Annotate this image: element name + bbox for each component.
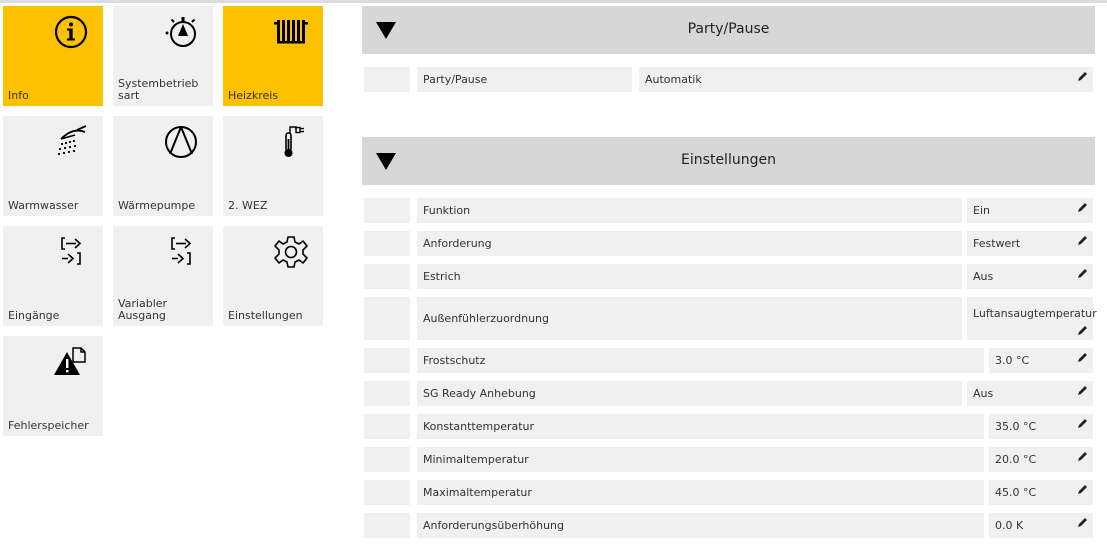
setting-row-sg-ready-anhebung <box>364 381 1093 406</box>
tile-fehlerspeicher[interactable] <box>3 336 103 436</box>
timer-icon <box>163 14 199 50</box>
tile-label: 2. WEZ <box>228 199 268 212</box>
row-value: Automatik <box>645 73 702 86</box>
setting-row-anforderungsueberhoehung <box>364 513 1093 538</box>
row-spacer <box>364 447 410 472</box>
edit-pencil-icon[interactable] <box>1077 202 1088 213</box>
row-value: Ein <box>973 204 990 217</box>
tile-warmwasser[interactable] <box>3 116 103 216</box>
row-value-field[interactable] <box>967 297 1097 340</box>
row-spacer <box>364 513 410 538</box>
section-header-einstellungen[interactable] <box>362 137 1095 185</box>
shower-icon <box>53 124 89 160</box>
row-label: Funktion <box>417 198 962 223</box>
setting-row-maximaltemperatur <box>364 480 1093 505</box>
setting-row-estrich <box>364 264 1093 289</box>
row-label: Konstanttemperatur <box>417 414 984 439</box>
row-spacer <box>364 231 410 256</box>
row-spacer <box>364 381 410 406</box>
tile-label: Variabler Ausgang <box>118 297 168 322</box>
row-value: Festwert <box>973 237 1021 250</box>
row-value: 45.0 °C <box>995 486 1037 499</box>
tile-label: Warmwasser <box>8 199 79 212</box>
edit-pencil-icon[interactable] <box>1077 235 1088 246</box>
tile-waermepumpe[interactable] <box>113 116 213 216</box>
row-spacer <box>364 414 410 439</box>
warning-document-icon <box>53 344 89 380</box>
tile-variabler-ausgang[interactable] <box>113 226 213 326</box>
row-value-field[interactable] <box>989 414 1093 439</box>
tile-label: Einstellungen <box>228 309 303 322</box>
row-value: 0.0 K <box>995 519 1024 532</box>
gear-icon <box>273 234 309 270</box>
row-value-field[interactable] <box>967 381 1093 406</box>
tile-heizkreis[interactable] <box>223 6 323 106</box>
row-value-field[interactable] <box>967 198 1093 223</box>
setting-row-party-pause <box>364 67 1093 92</box>
edit-pencil-icon[interactable] <box>1077 268 1088 279</box>
tile-info[interactable] <box>3 6 103 106</box>
tile-einstellungen[interactable] <box>223 226 323 326</box>
setting-row-funktion <box>364 198 1093 223</box>
setting-row-aussenfuehlerzuordnung <box>364 297 1097 340</box>
edit-pencil-icon[interactable] <box>1077 385 1088 396</box>
edit-pencil-icon[interactable] <box>1077 484 1088 495</box>
row-label: SG Ready Anhebung <box>417 381 962 406</box>
top-divider <box>0 0 1107 3</box>
setting-row-frostschutz <box>364 348 1093 373</box>
setting-row-minimaltemperatur <box>364 447 1093 472</box>
heat-pump-icon <box>163 124 199 160</box>
edit-pencil-icon[interactable] <box>1077 71 1088 82</box>
edit-pencil-icon[interactable] <box>1077 451 1088 462</box>
setting-row-anforderung <box>364 231 1093 256</box>
row-spacer <box>364 198 410 223</box>
section-header-party-pause[interactable] <box>362 6 1095 54</box>
row-value-field[interactable] <box>967 264 1093 289</box>
row-value-field[interactable] <box>989 513 1093 538</box>
setting-row-konstanttemperatur <box>364 414 1093 439</box>
row-value: Luftansaugtemperatur <box>973 307 1097 320</box>
row-value-field[interactable] <box>639 67 1093 92</box>
row-label: Frostschutz <box>417 348 984 373</box>
section-title: Einstellungen <box>681 152 776 168</box>
tile-label: Systembetrieb sart <box>118 77 199 102</box>
row-label: Außenfühlerzuordnung <box>417 297 962 340</box>
row-value: 20.0 °C <box>995 453 1037 466</box>
edit-pencil-icon[interactable] <box>1077 418 1088 429</box>
row-value: 35.0 °C <box>995 420 1037 433</box>
row-spacer <box>364 480 410 505</box>
section-title: Party/Pause <box>687 21 770 37</box>
row-label: Party/Pause <box>417 67 632 92</box>
tile-eingaenge[interactable] <box>3 226 103 326</box>
edit-pencil-icon[interactable] <box>1077 517 1088 528</box>
info-icon <box>53 14 89 50</box>
io-arrows-icon <box>53 234 89 270</box>
edit-pencil-icon[interactable] <box>1077 352 1088 363</box>
row-spacer <box>364 264 410 289</box>
tile-label: Heizkreis <box>228 89 279 102</box>
tile-label: Wärmepumpe <box>118 199 196 212</box>
row-value-field[interactable] <box>989 447 1093 472</box>
row-value-field[interactable] <box>967 231 1093 256</box>
row-label: Maximaltemperatur <box>417 480 984 505</box>
row-value-field[interactable] <box>989 480 1093 505</box>
tile-label: Fehlerspeicher <box>8 419 89 432</box>
tile-2-wez[interactable] <box>223 116 323 216</box>
row-spacer <box>364 297 410 340</box>
row-value-field[interactable] <box>989 348 1093 373</box>
thermometer-plug-icon <box>273 124 309 160</box>
tile-label: Eingänge <box>8 309 60 322</box>
tile-label: Info <box>8 89 29 102</box>
row-label: Anforderungsüberhöhung <box>417 513 984 538</box>
tile-systembetriebsart[interactable] <box>113 6 213 106</box>
row-spacer <box>364 348 410 373</box>
edit-pencil-icon[interactable] <box>1077 325 1088 336</box>
row-value: 3.0 °C <box>995 354 1030 367</box>
row-label: Anforderung <box>417 231 962 256</box>
row-value: Aus <box>973 387 994 400</box>
row-spacer <box>364 67 410 92</box>
io-arrows-icon <box>163 234 199 270</box>
row-value: Aus <box>973 270 994 283</box>
radiator-icon <box>273 14 309 50</box>
row-label: Minimaltemperatur <box>417 447 984 472</box>
row-label: Estrich <box>417 264 962 289</box>
